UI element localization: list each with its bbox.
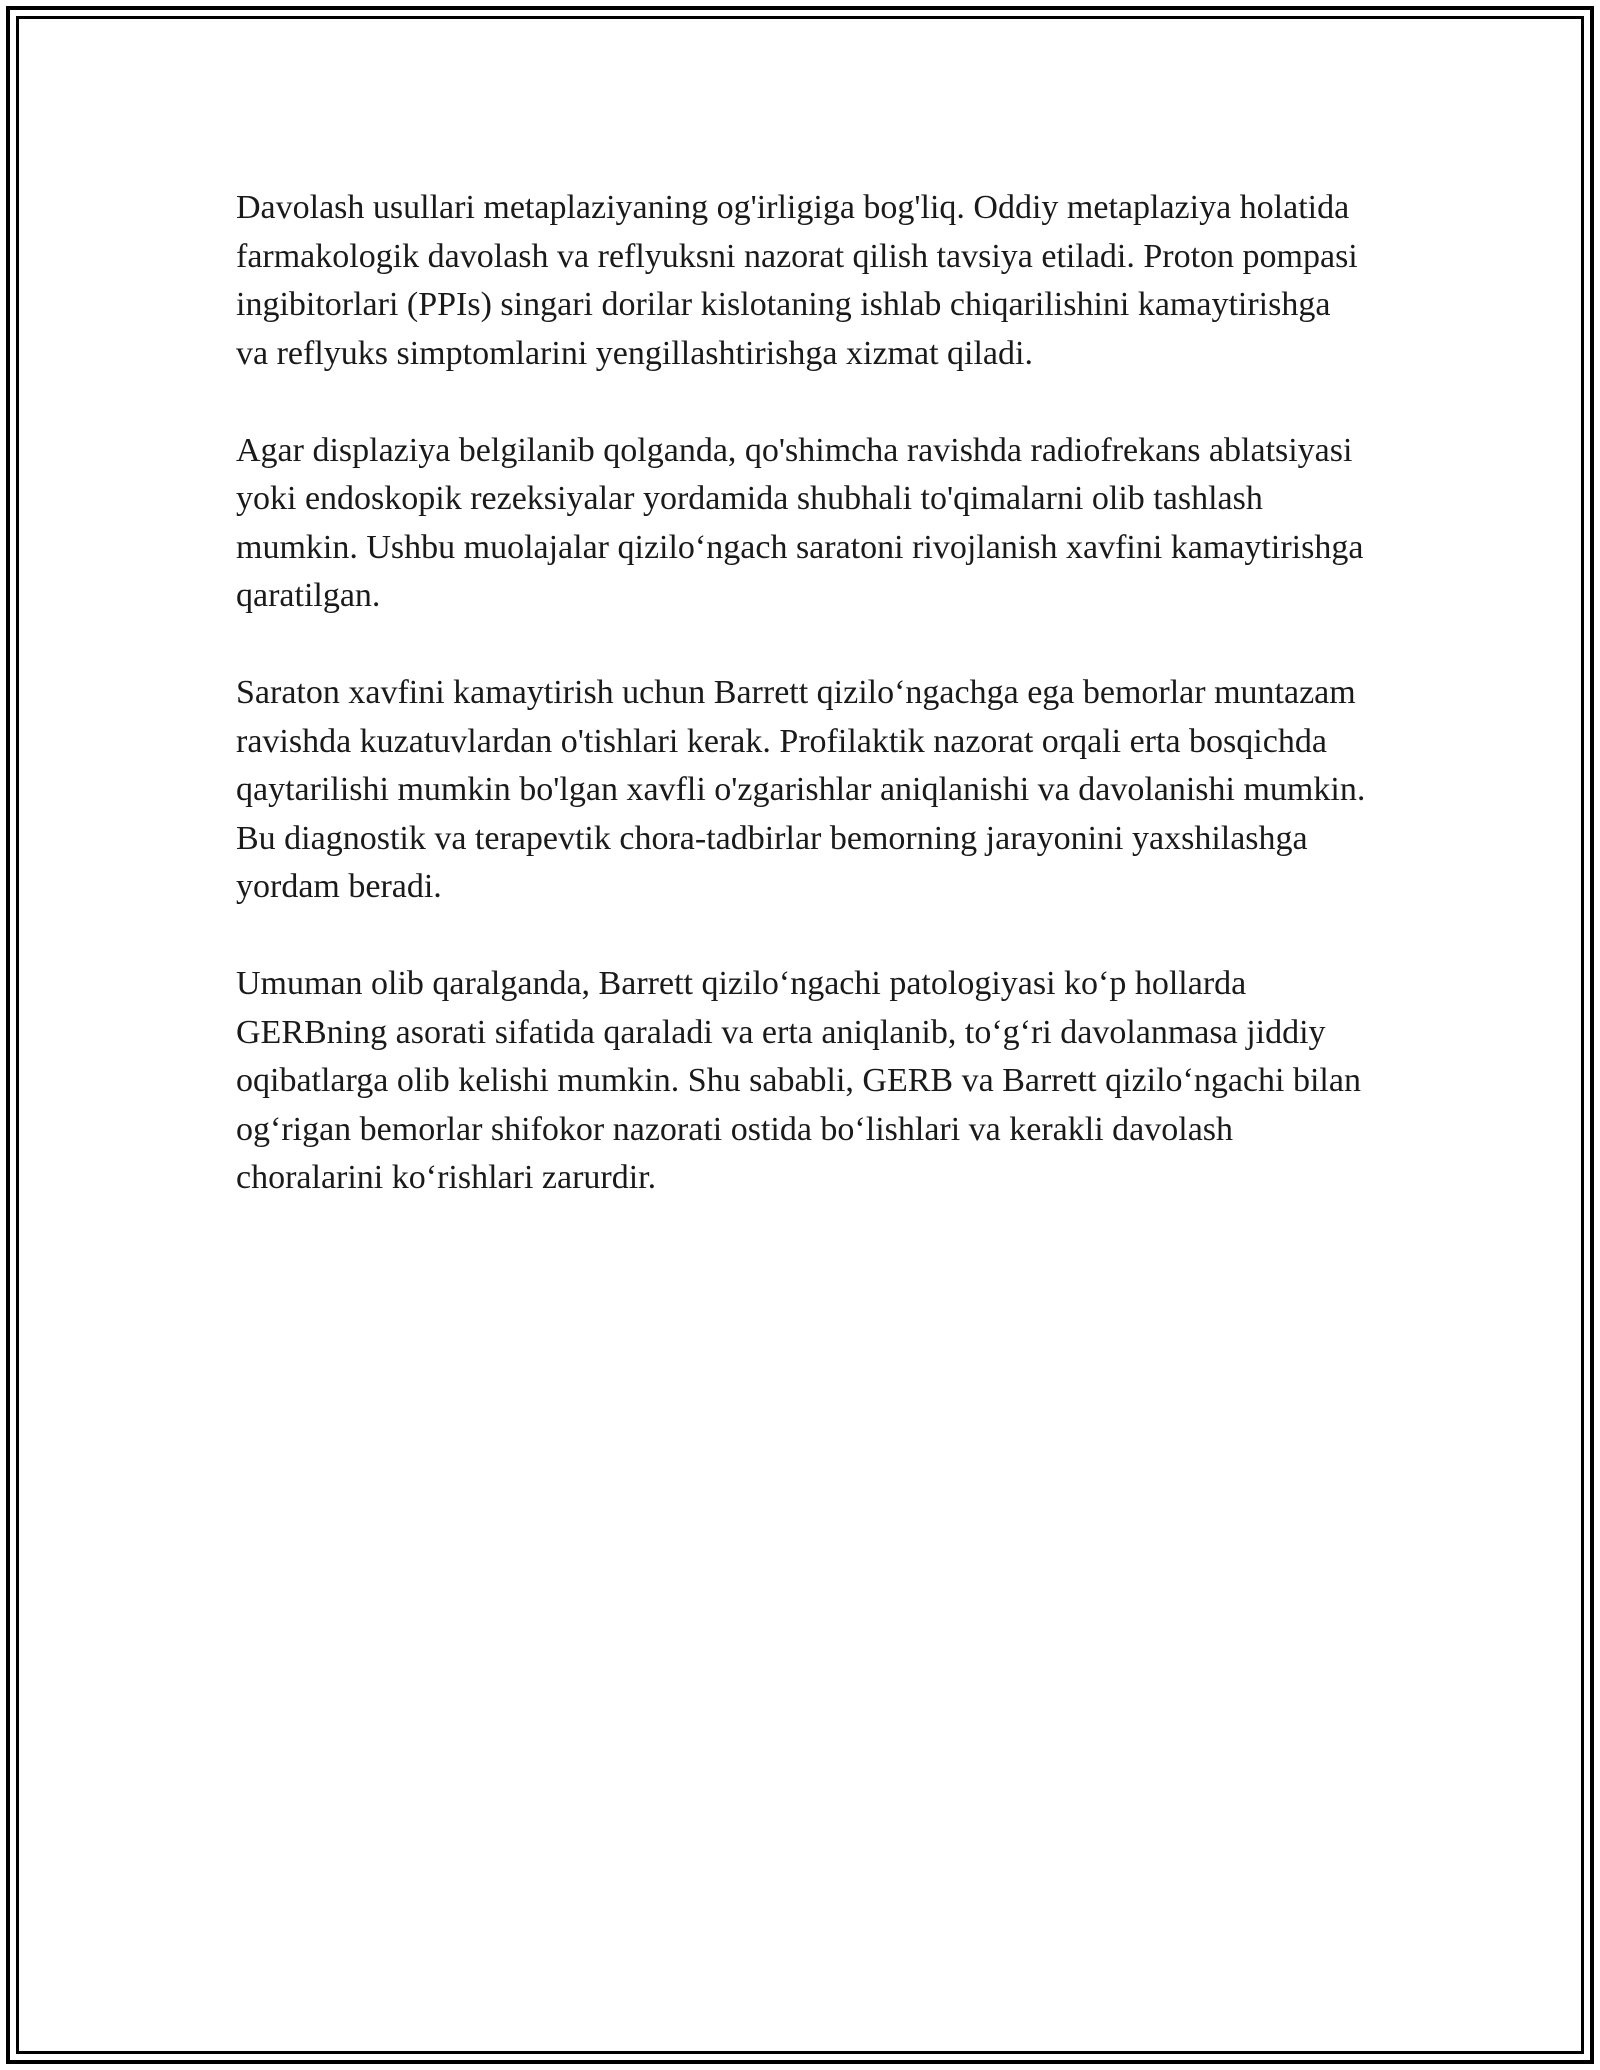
paragraph-conclusion: Umuman olib qaralganda, Barrett qizilo‘ngachi patologiyasi ko‘p hollarda GERBning asorati sifatida qaraladi va erta aniqlanib, to‘g‘ri davolanmasa jiddiy oqibatlarga olib kelishi mumkin. Shu sababli, GERB va Barrett qizilo‘ngachi bilan og‘rigan bemorlar shifokor nazorati ostida bo‘lishlari va kerakli davolash choralarini ko‘rishlari zarurdir. <box>236 965 1361 1196</box>
paragraph-surveillance: Saraton xavfini kamaytirish uchun Barrett qizilo‘ngachga ega bemorlar muntazam ravishda kuzatuvlardan o'tishlari kerak. Profilaktik nazorat orqali erta bosqichda qaytarilishi mumkin bo'lgan xavfli o'zgarishlar aniqlanishi va davolanishi mumkin. Bu diagnostik va terapevtik chora-tadbirlar bemorning jarayonini yaxshilashga yordam beradi. <box>236 674 1366 905</box>
paragraph-dysplasia-treatment: Agar displaziya belgilanib qolganda, qo'shimcha ravishda radiofrekans ablatsiyasi yoki endoskopik rezeksiyalar yordamida shubhali to'qimalarni olib tashlash mumkin. Ushbu muolajalar qizilo‘ngach saratoni rivojlanish xavfini kamaytirishga qaratilgan. <box>236 431 1364 614</box>
document-body <box>236 184 1366 1251</box>
paragraph-treatment-methods: Davolash usullari metaplaziyaning og'irligiga bog'liq. Oddiy metaplaziya holatida farmakologik davolash va reflyuksni nazorat qilish tavsiya etiladi. Proton pompasi ingibitorlari (PPIs) singari dorilar kislotaning ishlab chiqarilishini kamaytirishga va reflyuks simptomlarini yengillashtirishga xizmat qiladi. <box>236 189 1358 372</box>
